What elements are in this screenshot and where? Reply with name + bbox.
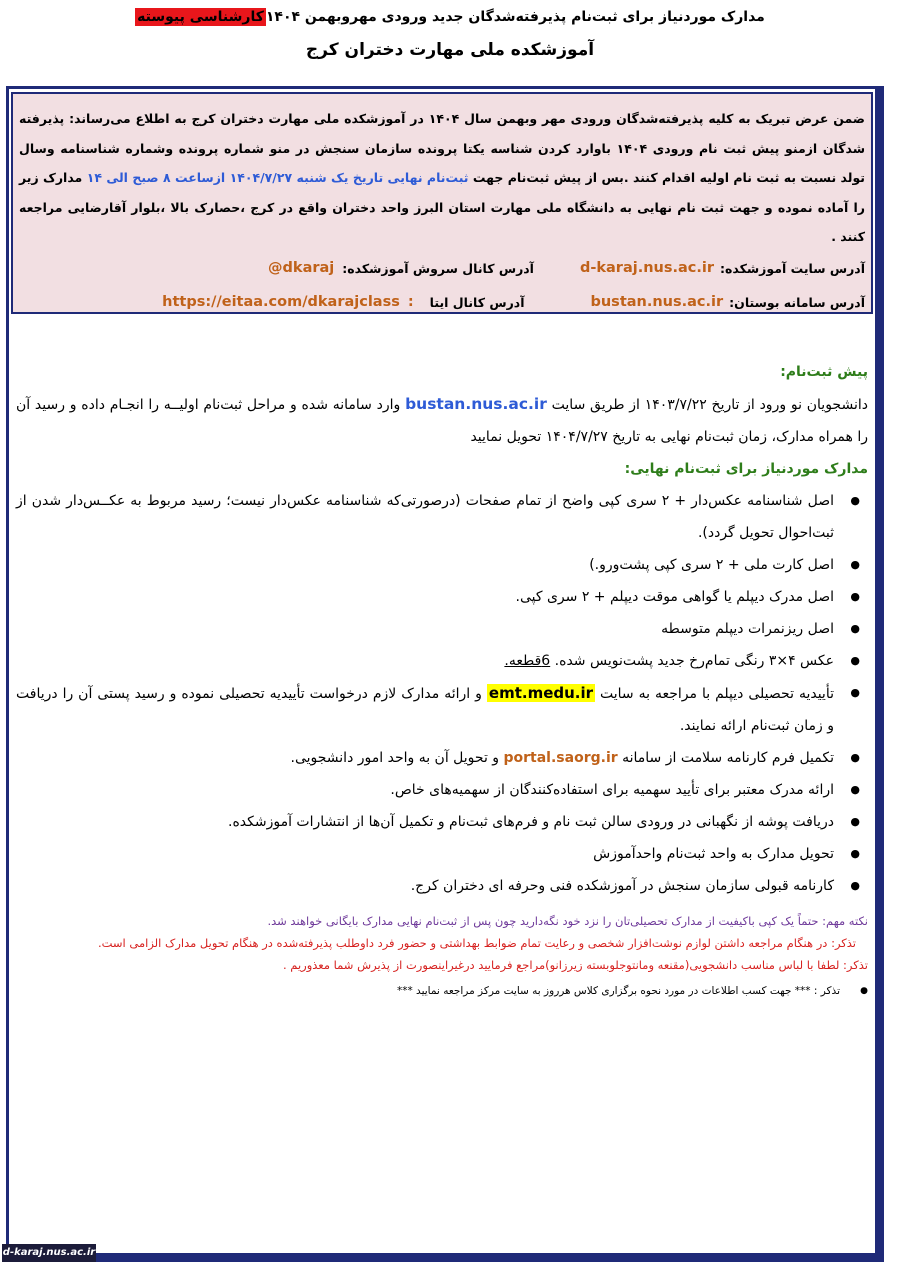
emt-site-link[interactable]: emt.medu.ir [488,684,594,702]
notice-box [11,92,873,314]
address-row-2 [19,286,865,320]
requirements-list [16,485,868,902]
schedule-note [16,980,868,1002]
health-form-before: تکمیل فرم کارنامه سلامت از سامانه [622,750,834,766]
pre-registration-title: پیش ثبت‌نام: [780,364,868,380]
bustan-site-link[interactable]: bustan.nus.ac.ir [405,395,547,413]
notice-p1: ضمن عرض تبریک به کلیه پذیرفته‌شدگان ورودی مهر وبهمن سال ۱۴۰۴ در آموزشکده ملی مهارت دختران کرج به اطلاع می‌رساند: پذیرفته شدگان ازمنو پیش ثبت نام ورودی ۱۴۰۴ باوارد کردن شناسه یکتا پرونده سازمان سنجش در منو شماره پرونده وشماره شناسنامه وسال تولد نسبت به ثبت نام اولیه اقدام کنند .بس از پیش [19,111,866,185]
frame-shadow-right [878,86,884,1258]
bustan-label: آدرس سامانه بوستان: [729,294,865,310]
list-item: ● تحویل مدارک به واحد ثبت‌نام واحدآموزش [16,838,834,870]
notes-section [16,910,868,1002]
pre-registration-text-before: دانشجویان نو ورود از تاریخ ۱۴۰۳/۷/۲۲ از طریق سایت [551,397,868,413]
site-label: آدرس سایت آموزشکده: [720,260,865,276]
important-note: نکته مهم: حتماً یک کپی باکیفیت از مدارک تحصیلی‌تان را نزد خود نگه‌دارید چون پس از ثبت‌نام نهایی مدارک بایگانی خواهند شد. [267,914,868,928]
soroush-label: آدرس کانال سروش آموزشکده: [342,260,534,276]
frame-shadow-bottom [10,1256,884,1262]
main-content [16,356,868,1002]
saorg-site-link[interactable]: portal.saorg.ir [503,750,618,766]
list-item: ● اصل مدرک دیپلم یا گواهی موقت دیپلم + ۲ سری کپی. [16,581,834,613]
address-row-1 [19,252,865,286]
list-item [16,645,834,677]
list-item [16,677,834,742]
site-logo: d-karaj.nus.ac.ir [2,1244,96,1262]
site-link[interactable]: d-karaj.nus.ac.ir [579,259,715,276]
stationery-note: تذکر: در هنگام مراجعه داشتن لوازم نوشت‌افزار شخصی و رعایت تمام ضوابط بهداشتی و حضور فرد داوطلب پذیرفته‌شده در هنگام تحویل مدارک الزامی است. [97,936,856,950]
page-title: آموزشکده ملی مهارت دختران کرج [305,40,595,60]
header-line-1-text: مدارک موردنیاز برای ثبت‌نام پذیرفته‌شدگان جدید ورودی مهروبهمن ۱۴۰۴ [265,9,765,25]
notice-p2-end: مدارک زیر را آماده نموده و جهت ثبت نام نهایی به دانشگاه ملی مهارت استان البرز واحد دختران واقع در کرج ،حصارک بالا ،بلوار آقارضایی مراجعه کنند . [19,170,865,244]
pre-registration-text-after: وارد سامانه شده و مراحل ثبت‌نام اولیــه را انجـام داده و رسید آن را همراه مدارک، زمان ثبت‌نام نهایی به تاریخ ۱۴۰۴/۷/۲۷ تحویل نمایید [16,397,868,445]
pre-registration-text [16,388,868,453]
diploma-confirmation-after: و ارائه مدارک لازم درخواست تأییدیه تحصیلی نموده و رسید پستی آن را دریافت و زمان ثبت‌نام ارائه نمایند. [16,686,834,734]
list-item: ● اصل کارت ملی + ۲ سری کپی پشت‌ورو.) [16,549,834,581]
notice-paragraph [19,104,865,252]
list-item: ● کارنامه قبولی سازمان سنجش در آموزشکده فنی وحرفه ای دختران کرج. [16,870,834,902]
health-form-after: و تحویل آن به واحد امور دانشجویی. [290,750,500,766]
photo-requirement: عکس ۴×۳ رنگی تمام‌رخ جدید پشت‌نویس شده. [554,653,834,669]
list-item [16,742,834,774]
list-item: ● ارائه مدرک معتبر برای تأیید سهمیه برای استفاده‌کنندگان از سهمیه‌های خاص. [16,774,834,806]
bustan-link[interactable]: bustan.nus.ac.ir [590,293,724,310]
soroush-link[interactable]: @dkaraj [268,259,335,276]
notice-final-date: ثبت‌نام نهایی تاریخ یک شنبه ۱۴۰۴/۷/۲۷ ازساعت ۸ صبح الی ۱۴ [86,170,469,185]
dress-code-note: تذکر: لطفا با لباس مناسب دانشجویی(مقنعه ومانتوجلوبسته زیرزانو)مراجع فرمایید درغیراینصورت از پذیرش شما معذوریم . [282,958,868,972]
list-item: ● اصل شناسنامه عکس‌دار + ۲ سری کپی واضح از تمام صفحات (درصورتی‌که شناسنامه عکس‌دار نیست؛ رسید مربوط به عکــس‌دار شدن از ثبت‌احوال تحویل گردد). [16,485,834,549]
header-line-1 [0,4,900,30]
eitaa-link[interactable]: https://eitaa.com/dkarajclass [162,293,400,310]
eitaa-label: آدرس کانال ایتا [429,294,525,310]
final-docs-title: مدارک موردنیاز برای ثبت‌نام نهایی: [624,461,868,477]
diploma-confirmation-before: تأییدیه تحصیلی دیپلم با مراجعه به سایت [600,686,834,702]
list-item: ● اصل ریزنمرات دیپلم متوسطه [16,613,834,645]
list-item: ● دریافت پوشه از نگهبانی در ورودی سالن ثبت نام و فرم‌های ثبت‌نام و تکمیل آن‌ها از انتشارات آموزشکده. [16,806,834,838]
photo-count: 6قطعه. [504,653,551,669]
schedule-note-text: تذکر : *** جهت کسب اطلاعات در مورد نحوه برگزاری کلاس هرروز به سایت مرکز مراجعه نمایید *** [396,985,840,997]
eitaa-colon: : [407,293,414,310]
header-highlight: کارشناسی پیوسته [137,9,264,25]
notice-p2-start: ثبت‌نام جهت [472,170,550,185]
